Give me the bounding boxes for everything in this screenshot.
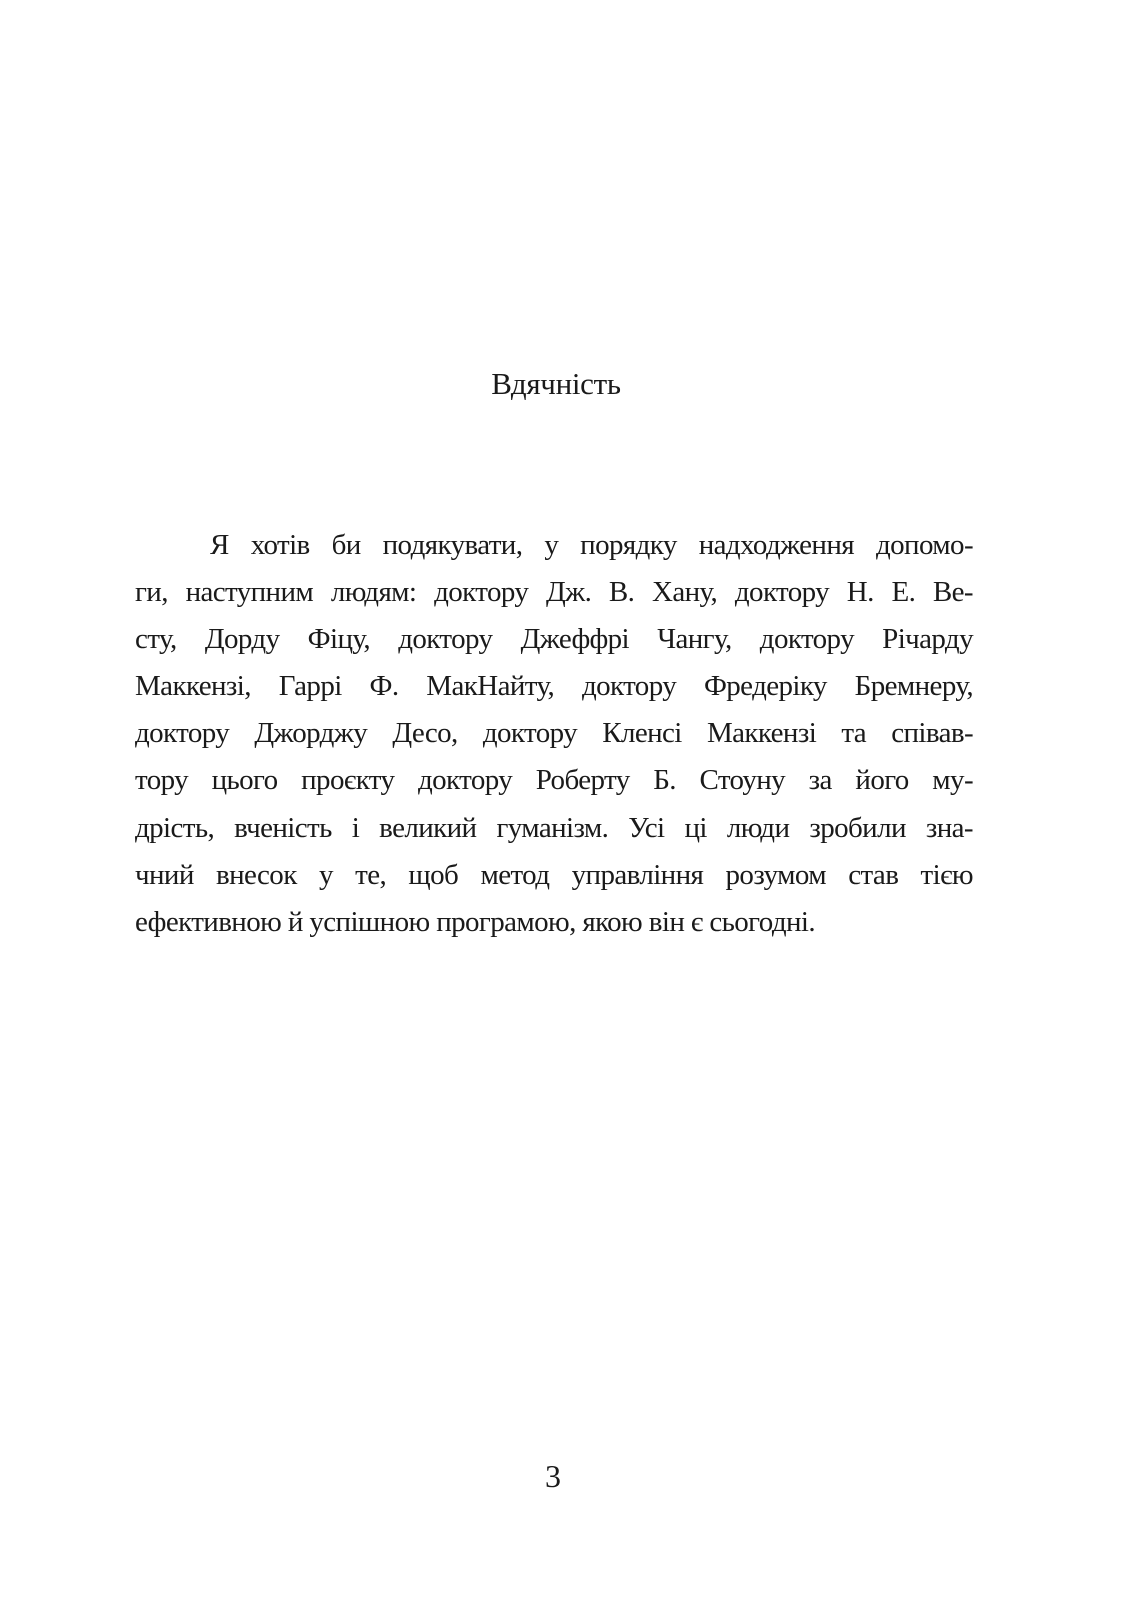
acknowledgement-paragraph [135, 522, 973, 946]
paragraph-line: чний внесок у те, щоб метод управління розумом став тією [135, 858, 973, 891]
paragraph-line: дрість, вченість і великий гуманізм. Усі ці люди зробили зна- [135, 811, 973, 844]
page-heading: Вдячність [491, 366, 621, 401]
paragraph-line: Я хотів би подякувати, у порядку надходження допомо- [210, 529, 973, 561]
paragraph-line: ефективною й успішною програмою, якою він є сьогодні. [135, 905, 816, 938]
page-number: 3 [545, 1458, 561, 1494]
paragraph-line: ги, наступним людям: доктору Дж. В. Хану, доктору Н. Е. Ве- [135, 576, 973, 609]
paragraph-line: сту, Дорду Фіцу, доктору Джеффрі Чангу, доктору Річарду [135, 623, 973, 656]
paragraph-line: доктору Джорджу Десо, доктору Кленсі Маккензі та співав- [135, 717, 973, 750]
paragraph-line: тору цього проєкту доктору Роберту Б. Стоуну за його му- [135, 764, 973, 797]
paragraph-line: Маккензі, Гаррі Ф. МакНайту, доктору Фредеріку Бремнеру, [135, 670, 973, 703]
